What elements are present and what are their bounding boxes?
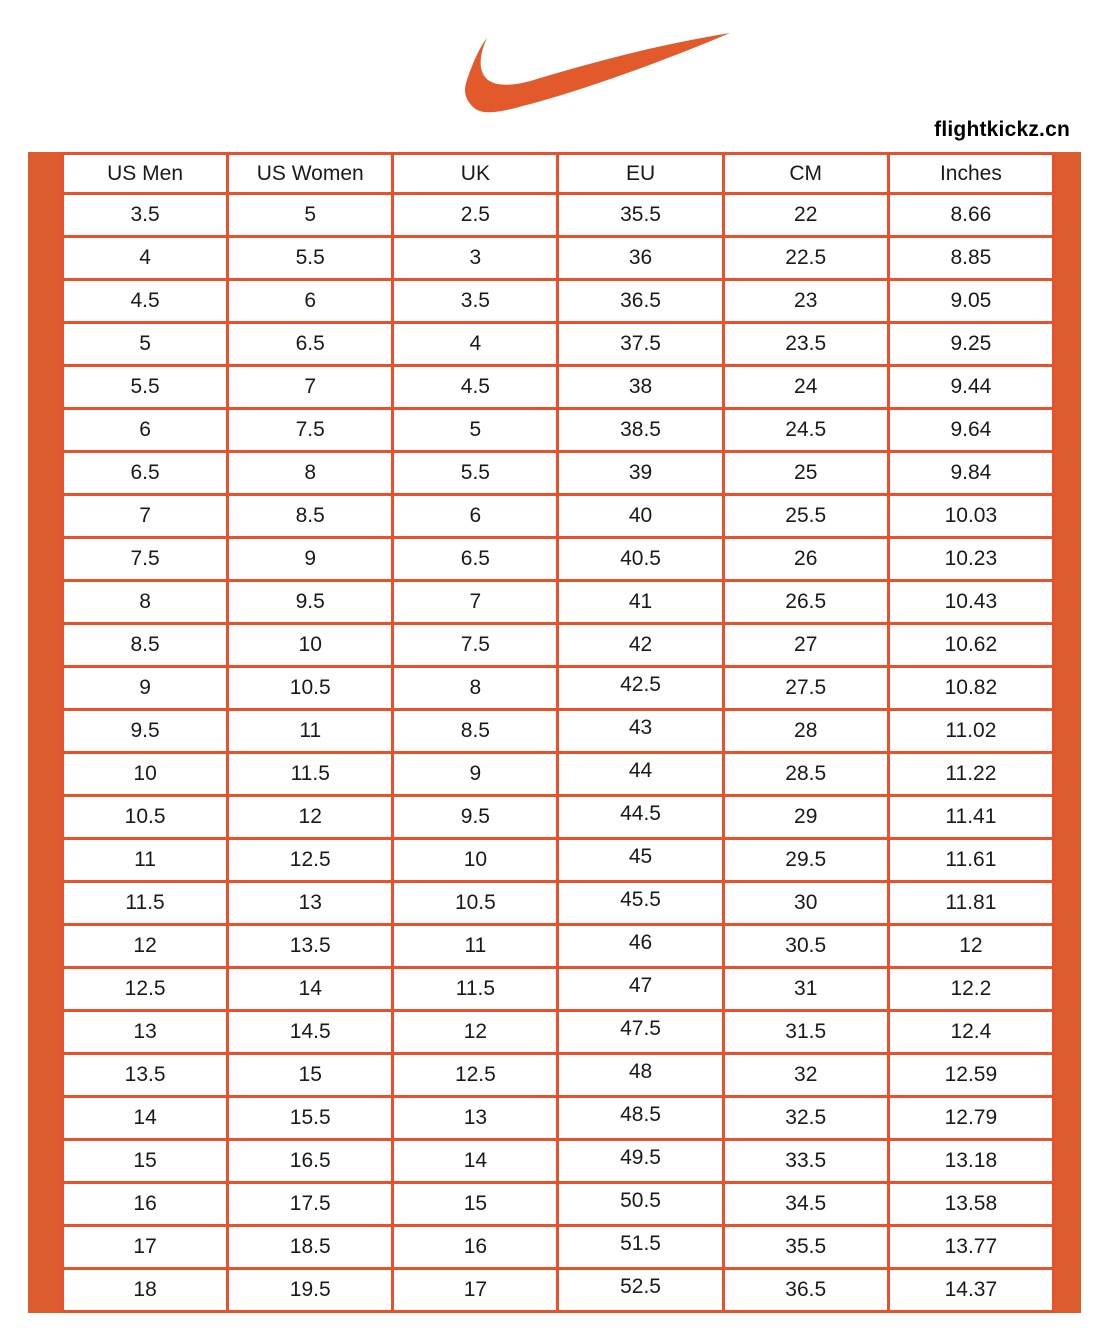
- column-header-inches: Inches: [888, 154, 1053, 194]
- header-row: [63, 154, 1054, 194]
- size-cell: 45.5: [558, 882, 723, 925]
- size-cell: 3: [393, 237, 558, 280]
- size-cell: 11.5: [393, 968, 558, 1011]
- size-cell: 42.5: [558, 667, 723, 710]
- size-cell: 22: [723, 194, 888, 237]
- size-cell: 12: [393, 1011, 558, 1054]
- size-cell: 23: [723, 280, 888, 323]
- table-row: [63, 1269, 1054, 1312]
- size-cell: 12: [228, 796, 393, 839]
- size-cell: 44.5: [558, 796, 723, 839]
- size-cell: 12.2: [888, 968, 1053, 1011]
- table-row: [63, 1011, 1054, 1054]
- table-row: [63, 1097, 1054, 1140]
- size-cell: 24: [723, 366, 888, 409]
- table-row: [63, 538, 1054, 581]
- size-cell: 13.77: [888, 1226, 1053, 1269]
- size-cell: 15: [63, 1140, 228, 1183]
- size-cell: 26: [723, 538, 888, 581]
- size-cell: 29: [723, 796, 888, 839]
- size-cell: 38.5: [558, 409, 723, 452]
- right-accent-band: [1055, 152, 1081, 1313]
- size-cell: 4.5: [393, 366, 558, 409]
- column-header-uk: UK: [393, 154, 558, 194]
- size-cell: 16: [393, 1226, 558, 1269]
- size-cell: 24.5: [723, 409, 888, 452]
- size-cell: 4: [393, 323, 558, 366]
- size-cell: 9: [228, 538, 393, 581]
- size-cell: 13.58: [888, 1183, 1053, 1226]
- size-cell: 34.5: [723, 1183, 888, 1226]
- table-row: [63, 839, 1054, 882]
- size-cell: 29.5: [723, 839, 888, 882]
- size-cell: 47: [558, 968, 723, 1011]
- size-cell: 8.5: [228, 495, 393, 538]
- size-cell: 27.5: [723, 667, 888, 710]
- size-cell: 8: [393, 667, 558, 710]
- size-cell: 4: [63, 237, 228, 280]
- table-row: [63, 237, 1054, 280]
- size-cell: 10.5: [393, 882, 558, 925]
- size-cell: 40: [558, 495, 723, 538]
- table-row: [63, 1140, 1054, 1183]
- size-cell: 27: [723, 624, 888, 667]
- size-cell: 18: [63, 1269, 228, 1312]
- size-cell: 6: [228, 280, 393, 323]
- table-row: [63, 323, 1054, 366]
- size-cell: 12.59: [888, 1054, 1053, 1097]
- size-cell: 16.5: [228, 1140, 393, 1183]
- size-cell: 7: [228, 366, 393, 409]
- size-cell: 13: [63, 1011, 228, 1054]
- size-cell: 11.5: [228, 753, 393, 796]
- table-row: [63, 495, 1054, 538]
- size-cell: 10: [393, 839, 558, 882]
- size-cell: 14.5: [228, 1011, 393, 1054]
- size-cell: 3.5: [393, 280, 558, 323]
- size-cell: 14: [393, 1140, 558, 1183]
- size-cell: 9: [393, 753, 558, 796]
- size-cell: 7.5: [393, 624, 558, 667]
- size-cell: 11: [63, 839, 228, 882]
- table-row: [63, 968, 1054, 1011]
- table-row: [63, 409, 1054, 452]
- size-cell: 16: [63, 1183, 228, 1226]
- size-cell: 9.25: [888, 323, 1053, 366]
- size-cell: 6: [63, 409, 228, 452]
- size-cell: 42: [558, 624, 723, 667]
- size-cell: 6.5: [63, 452, 228, 495]
- table-row: [63, 710, 1054, 753]
- size-cell: 13.5: [63, 1054, 228, 1097]
- size-cell: 11.5: [63, 882, 228, 925]
- size-cell: 10.82: [888, 667, 1053, 710]
- size-cell: 22.5: [723, 237, 888, 280]
- size-cell: 11: [228, 710, 393, 753]
- size-cell: 17: [393, 1269, 558, 1312]
- size-cell: 35.5: [558, 194, 723, 237]
- size-cell: 11.22: [888, 753, 1053, 796]
- size-cell: 11.41: [888, 796, 1053, 839]
- table-row: [63, 1183, 1054, 1226]
- size-cell: 7.5: [228, 409, 393, 452]
- size-cell: 5: [393, 409, 558, 452]
- size-cell: 17: [63, 1226, 228, 1269]
- size-cell: 3.5: [63, 194, 228, 237]
- size-cell: 11.81: [888, 882, 1053, 925]
- size-cell: 33.5: [723, 1140, 888, 1183]
- size-cell: 26.5: [723, 581, 888, 624]
- table-row: [63, 366, 1054, 409]
- size-cell: 25: [723, 452, 888, 495]
- size-chart-table: [61, 152, 1055, 1313]
- size-cell: 9.05: [888, 280, 1053, 323]
- size-cell: 10.62: [888, 624, 1053, 667]
- size-cell: 11: [393, 925, 558, 968]
- size-chart-body: [63, 194, 1054, 1312]
- size-cell: 6.5: [393, 538, 558, 581]
- size-cell: 46: [558, 925, 723, 968]
- table-row: [63, 452, 1054, 495]
- size-cell: 5.5: [228, 237, 393, 280]
- size-cell: 13: [393, 1097, 558, 1140]
- size-cell: 7: [63, 495, 228, 538]
- size-cell: 12.5: [228, 839, 393, 882]
- size-cell: 38: [558, 366, 723, 409]
- size-cell: 12.79: [888, 1097, 1053, 1140]
- table-row: [63, 280, 1054, 323]
- table-row: [63, 1226, 1054, 1269]
- table-row: [63, 581, 1054, 624]
- size-cell: 52.5: [558, 1269, 723, 1312]
- size-cell: 12: [888, 925, 1053, 968]
- column-header-cm: CM: [723, 154, 888, 194]
- column-header-eu: EU: [558, 154, 723, 194]
- column-header-us-women: US Women: [228, 154, 393, 194]
- size-cell: 6.5: [228, 323, 393, 366]
- size-cell: 12.5: [63, 968, 228, 1011]
- size-cell: 35.5: [723, 1226, 888, 1269]
- size-cell: 23.5: [723, 323, 888, 366]
- size-cell: 31.5: [723, 1011, 888, 1054]
- size-cell: 9.64: [888, 409, 1053, 452]
- size-cell: 47.5: [558, 1011, 723, 1054]
- size-cell: 18.5: [228, 1226, 393, 1269]
- size-cell: 13.18: [888, 1140, 1053, 1183]
- nike-swoosh-icon: [457, 33, 730, 123]
- size-chart-header: [63, 154, 1054, 194]
- size-cell: 2.5: [393, 194, 558, 237]
- size-cell: 39: [558, 452, 723, 495]
- size-cell: 28: [723, 710, 888, 753]
- size-cell: 8.85: [888, 237, 1053, 280]
- size-cell: 40.5: [558, 538, 723, 581]
- size-cell: 10.5: [228, 667, 393, 710]
- size-cell: 48.5: [558, 1097, 723, 1140]
- table-row: [63, 882, 1054, 925]
- watermark-text: flightkickz.cn: [934, 118, 1070, 141]
- column-header-us-men: US Men: [63, 154, 228, 194]
- size-cell: 10.03: [888, 495, 1053, 538]
- size-cell: 17.5: [228, 1183, 393, 1226]
- size-cell: 11.61: [888, 839, 1053, 882]
- size-cell: 8.5: [63, 624, 228, 667]
- left-accent-band: [28, 152, 61, 1313]
- size-cell: 7: [393, 581, 558, 624]
- size-cell: 8: [63, 581, 228, 624]
- size-cell: 36: [558, 237, 723, 280]
- size-cell: 32.5: [723, 1097, 888, 1140]
- size-cell: 28.5: [723, 753, 888, 796]
- size-cell: 14: [63, 1097, 228, 1140]
- size-cell: 15: [393, 1183, 558, 1226]
- table-row: [63, 624, 1054, 667]
- size-cell: 25.5: [723, 495, 888, 538]
- size-cell: 6: [393, 495, 558, 538]
- size-cell: 12: [63, 925, 228, 968]
- size-chart-container: [28, 152, 1081, 1313]
- size-cell: 15.5: [228, 1097, 393, 1140]
- size-cell: 12.5: [393, 1054, 558, 1097]
- size-cell: 13.5: [228, 925, 393, 968]
- size-cell: 37.5: [558, 323, 723, 366]
- size-cell: 14: [228, 968, 393, 1011]
- size-cell: 10.5: [63, 796, 228, 839]
- table-row: [63, 194, 1054, 237]
- size-cell: 45: [558, 839, 723, 882]
- size-cell: 44: [558, 753, 723, 796]
- size-cell: 5.5: [63, 366, 228, 409]
- size-cell: 9.5: [228, 581, 393, 624]
- table-row: [63, 753, 1054, 796]
- table-row: [63, 667, 1054, 710]
- size-cell: 31: [723, 968, 888, 1011]
- size-cell: 7.5: [63, 538, 228, 581]
- size-cell: 9.5: [63, 710, 228, 753]
- size-cell: 8: [228, 452, 393, 495]
- size-cell: 10: [228, 624, 393, 667]
- size-cell: 36.5: [558, 280, 723, 323]
- size-cell: 9.5: [393, 796, 558, 839]
- size-cell: 11.02: [888, 710, 1053, 753]
- size-cell: 10.43: [888, 581, 1053, 624]
- size-cell: 4.5: [63, 280, 228, 323]
- size-cell: 14.37: [888, 1269, 1053, 1312]
- size-cell: 5: [63, 323, 228, 366]
- size-cell: 8.5: [393, 710, 558, 753]
- size-cell: 5: [228, 194, 393, 237]
- size-cell: 51.5: [558, 1226, 723, 1269]
- table-row: [63, 1054, 1054, 1097]
- size-cell: 30.5: [723, 925, 888, 968]
- size-cell: 50.5: [558, 1183, 723, 1226]
- size-cell: 9.44: [888, 366, 1053, 409]
- size-cell: 36.5: [723, 1269, 888, 1312]
- size-cell: 41: [558, 581, 723, 624]
- size-cell: 30: [723, 882, 888, 925]
- table-row: [63, 925, 1054, 968]
- size-cell: 43: [558, 710, 723, 753]
- size-cell: 10: [63, 753, 228, 796]
- size-cell: 9.84: [888, 452, 1053, 495]
- table-row: [63, 796, 1054, 839]
- size-cell: 12.4: [888, 1011, 1053, 1054]
- size-cell: 19.5: [228, 1269, 393, 1312]
- size-cell: 10.23: [888, 538, 1053, 581]
- size-cell: 8.66: [888, 194, 1053, 237]
- size-cell: 13: [228, 882, 393, 925]
- size-cell: 5.5: [393, 452, 558, 495]
- size-cell: 32: [723, 1054, 888, 1097]
- size-cell: 49.5: [558, 1140, 723, 1183]
- size-cell: 9: [63, 667, 228, 710]
- size-cell: 15: [228, 1054, 393, 1097]
- size-cell: 48: [558, 1054, 723, 1097]
